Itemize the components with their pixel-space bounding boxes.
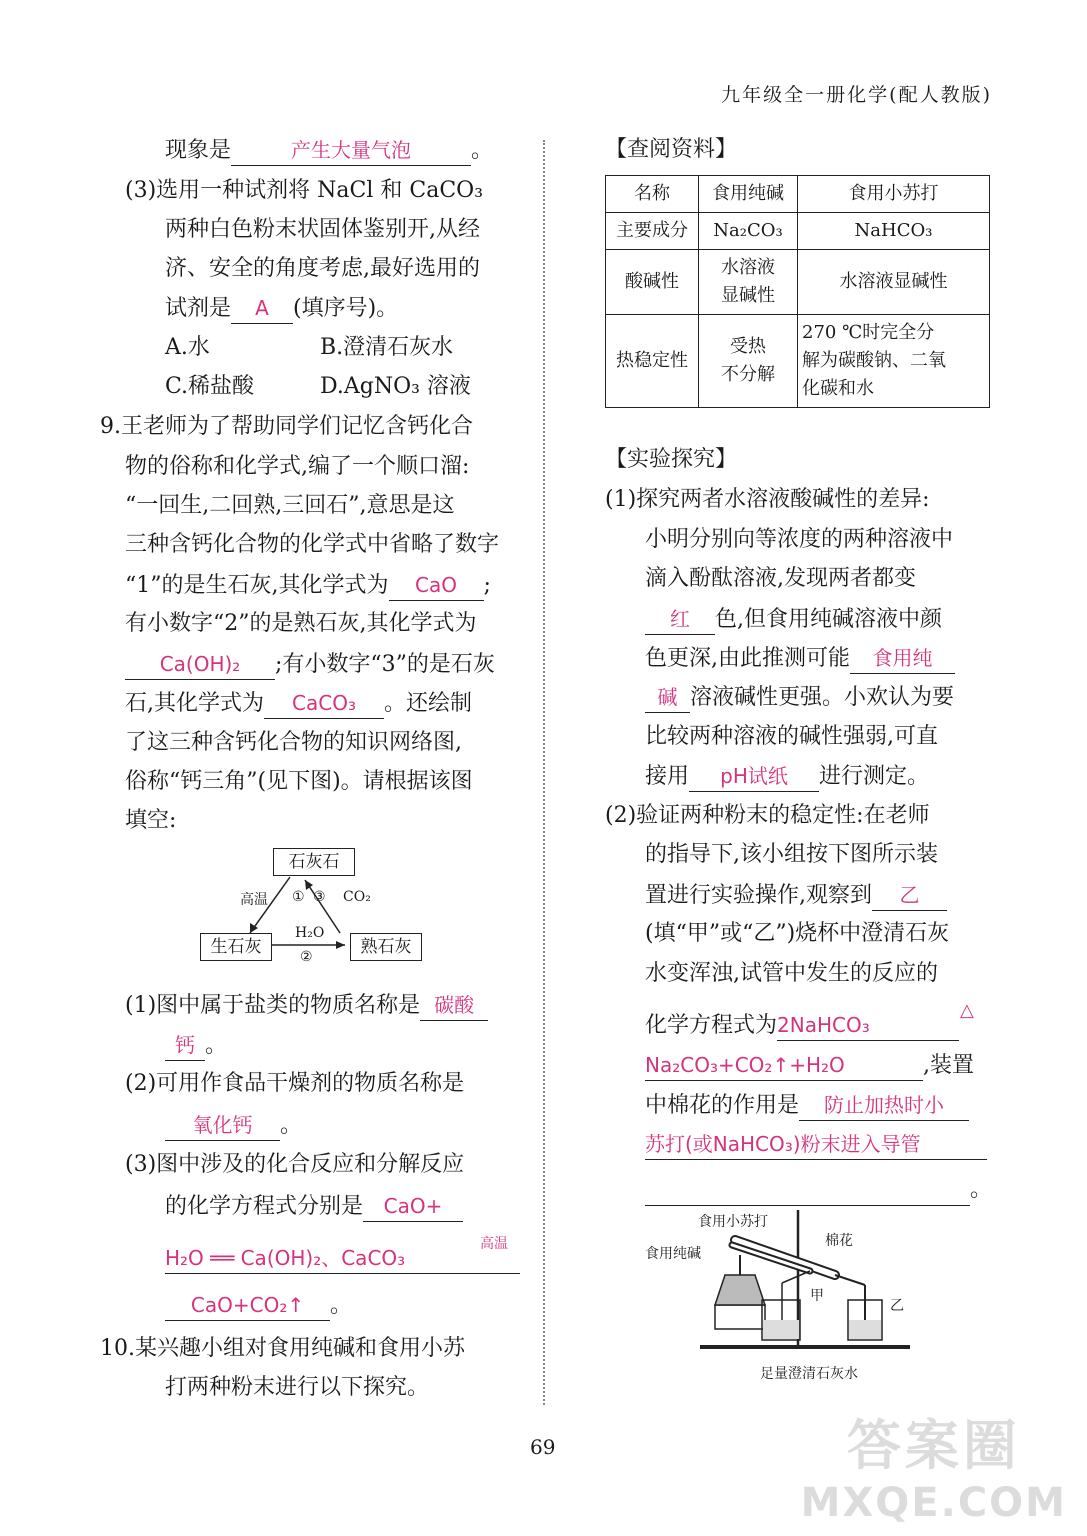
reference-table xyxy=(605,175,990,408)
exp2-line4: (填“甲”或“乙”)烧杯中澄清石灰 xyxy=(645,921,950,946)
table-row xyxy=(606,176,990,213)
section-experiment: 【实验探究】 xyxy=(605,447,738,472)
q9-line8 xyxy=(125,688,472,719)
exp1-line3: 滴入酚酞溶液,发现两者都变 xyxy=(645,566,916,591)
sub3-line1: (3)图中涉及的化合反应和分解反应 xyxy=(125,1152,465,1177)
answer-blank xyxy=(645,1175,970,1206)
table-cell: 主要成分 xyxy=(606,213,699,250)
exp1-line2: 小明分别向等浓度的两种溶液中 xyxy=(645,527,954,552)
answer-blank: Na₂CO₃+CO₂↑+H₂O xyxy=(645,1050,923,1081)
q8-phenomenon-line xyxy=(165,135,493,166)
q9-line6: 有小数字“2”的是熟石灰,其化学式为 xyxy=(125,611,477,636)
q3-line1: (3)选用一种试剂将 NaCl 和 CaCO₃ xyxy=(125,178,484,203)
node-quicklime: 生石灰 xyxy=(200,933,272,961)
label-beaker-yi: 乙 xyxy=(890,1298,904,1314)
text: 接用 xyxy=(645,764,690,789)
table-row xyxy=(606,250,990,315)
label-circle-2: ② xyxy=(300,949,313,965)
q9-line3: “一回生,二回熟,三回石”,意思是这 xyxy=(125,493,455,518)
text: (填序号)。 xyxy=(293,296,399,321)
q3-line3: 济、安全的角度考虑,最好选用的 xyxy=(165,256,480,281)
answer-blank: 产生大量气泡 xyxy=(231,135,471,166)
text: 的化学方程式分别是 xyxy=(165,1194,364,1219)
table-cell: 食用小苏打 xyxy=(798,176,990,213)
exp2-line10 xyxy=(645,1175,992,1206)
q9-line9: 了这三种含钙化合物的知识网络图, xyxy=(125,730,462,755)
exp2-line8 xyxy=(645,1090,969,1121)
table-cell: 水溶液 显碱性 xyxy=(699,250,798,315)
sub2-line2 xyxy=(165,1110,302,1141)
text: 。还绘制 xyxy=(384,691,473,716)
answer-blank: pH试纸 xyxy=(689,761,819,792)
exp2-line3 xyxy=(645,880,947,911)
column-divider xyxy=(543,140,545,1405)
table-row xyxy=(606,213,990,250)
label-limewater: 足量澄清石灰水 xyxy=(760,1366,858,1382)
exp2-line6 xyxy=(645,1010,959,1041)
watermark-logo-text: 答案圈 xyxy=(846,1414,1021,1477)
text: “1”的是生石灰,其化学式为 xyxy=(125,573,389,598)
answer-blank: 红 xyxy=(645,604,715,635)
table-cell: 酸碱性 xyxy=(606,250,699,315)
answer-blank: CaCO₃ xyxy=(264,688,384,719)
sub3-line3 xyxy=(165,1243,520,1274)
sub1-line2 xyxy=(165,1030,227,1061)
text: 进行测定。 xyxy=(819,764,930,789)
option-c: C.稀盐酸 xyxy=(165,374,255,399)
table-cell: Na₂CO₃ xyxy=(699,213,798,250)
watermark-url: MXQE.COM xyxy=(800,1480,1067,1526)
q9-line2: 物的俗称和化学式,编了一个顺口溜: xyxy=(125,454,470,479)
calcium-triangle-diagram xyxy=(195,845,435,970)
label-circle-1: ① xyxy=(292,889,305,905)
q10-line1: 10.某兴趣小组对食用纯碱和食用小苏 xyxy=(100,1336,465,1361)
exp1-line4 xyxy=(645,604,942,635)
table-row xyxy=(606,315,990,408)
answer-blank: CaO+ xyxy=(363,1191,463,1222)
exp1-line8 xyxy=(645,761,929,792)
table-cell: 270 ℃时完全分 解为碳酸钠、二氧 化碳和水 xyxy=(798,315,990,408)
watermark xyxy=(801,1403,1067,1526)
section-reference-info: 【查阅资料】 xyxy=(605,137,738,162)
option-a: A.水 xyxy=(165,335,210,360)
exp2-line5: 水变浑浊,试管中发生的反应的 xyxy=(645,961,938,986)
text: 。 xyxy=(330,1293,353,1318)
text: 。 xyxy=(970,1177,993,1202)
answer-blank: A xyxy=(231,293,293,324)
q3-line4 xyxy=(165,293,398,324)
exp1-line5 xyxy=(645,643,955,674)
text: 。 xyxy=(280,1113,303,1138)
answer-blank: 钙 xyxy=(165,1030,205,1061)
condition-heat: △ xyxy=(960,1000,974,1021)
text: (1)图中属于盐类的物质名称是 xyxy=(125,993,421,1018)
page-number: 69 xyxy=(530,1435,556,1459)
sub3-line2 xyxy=(165,1191,463,1222)
answer-blank: Ca(OH)₂ xyxy=(125,649,275,680)
exp1-line1: (1)探究两者水溶液酸碱性的差异: xyxy=(605,487,930,512)
q9-line11: 填空: xyxy=(125,808,177,833)
exp2-line2: 的指导下,该小组按下图所示装 xyxy=(645,842,938,867)
answer-blank: 氧化钙 xyxy=(165,1110,280,1141)
exp1-line6 xyxy=(645,682,954,713)
answer-blank: H₂O ══ Ca(OH)₂、CaCO₃ xyxy=(165,1243,520,1274)
text: 中棉花的作用是 xyxy=(645,1093,800,1118)
option-b: B.澄清石灰水 xyxy=(320,335,454,360)
exp2-line9 xyxy=(645,1129,987,1160)
answer-blank: 碳酸 xyxy=(420,990,488,1021)
answer-blank: 食用纯 xyxy=(850,643,955,674)
table-cell: 食用纯碱 xyxy=(699,176,798,213)
table-cell: 水溶液显碱性 xyxy=(798,250,990,315)
text: 色更深,由此推测可能 xyxy=(645,646,850,671)
option-d: D.AgNO₃ 溶液 xyxy=(320,374,471,399)
text: ;有小数字“3”的是石灰 xyxy=(275,652,495,677)
text: 。 xyxy=(471,138,494,163)
answer-blank: 乙 xyxy=(872,880,947,911)
text: 现象是 xyxy=(165,138,232,163)
label-baking-soda: 食用小苏打 xyxy=(698,1214,768,1230)
text: 。 xyxy=(205,1033,228,1058)
q9-line10: 俗称“钙三角”(见下图)。请根据该图 xyxy=(125,769,473,794)
text: ,装置 xyxy=(923,1053,974,1078)
label-circle-3: ③ xyxy=(313,889,326,905)
label-high-temp: 高温 xyxy=(240,892,268,908)
q9-line5 xyxy=(125,570,491,601)
node-limestone: 石灰石 xyxy=(273,848,355,876)
text: 试剂是 xyxy=(165,296,232,321)
table-cell: NaHCO₃ xyxy=(798,213,990,250)
sub3-line4 xyxy=(165,1290,352,1321)
sub1-line1 xyxy=(125,990,488,1021)
text: 化学方程式为 xyxy=(645,1013,778,1038)
label-h2o: H₂O xyxy=(295,925,325,941)
q9-line7 xyxy=(125,649,495,680)
q9-line4: 三种含钙化合物的化学式中省略了数字 xyxy=(125,532,500,557)
table-cell: 热稳定性 xyxy=(606,315,699,408)
table-cell: 受热 不分解 xyxy=(699,315,798,408)
condition-high-temp: 高温 xyxy=(480,1236,508,1252)
answer-blank: 碱 xyxy=(645,682,690,713)
exp1-line7: 比较两种溶液的碱性强弱,可直 xyxy=(645,724,938,749)
apparatus-figure xyxy=(640,1205,940,1385)
q10-line2: 打两种粉末进行以下探究。 xyxy=(165,1375,430,1400)
table-cell: 名称 xyxy=(606,176,699,213)
label-co2: CO₂ xyxy=(343,889,371,905)
label-beaker-jia: 甲 xyxy=(810,1288,824,1304)
page-header: 九年级全一册化学(配人教版) xyxy=(721,84,992,106)
q3-line2: 两种白色粉末状固体鉴别开,从经 xyxy=(165,217,480,242)
text: 置进行实验操作,观察到 xyxy=(645,883,872,908)
label-soda-ash: 食用纯碱 xyxy=(645,1246,701,1262)
sub2-line1: (2)可用作食品干燥剂的物质名称是 xyxy=(125,1071,465,1096)
answer-blank: 苏打(或NaHCO₃)粉末进入导管 xyxy=(645,1129,987,1160)
text: 石,其化学式为 xyxy=(125,691,264,716)
node-slaked-lime: 熟石灰 xyxy=(350,933,422,961)
text: ; xyxy=(483,573,491,598)
answer-blank: 2NaHCO₃ xyxy=(777,1010,959,1041)
text: 色,但食用纯碱溶液中颜 xyxy=(715,607,942,632)
exp2-line1: (2)验证两种粉末的稳定性:在老师 xyxy=(605,803,930,828)
answer-blank: CaO+CO₂↑ xyxy=(165,1290,330,1321)
q9-line1: 9.王老师为了帮助同学们记忆含钙化合 xyxy=(100,414,473,439)
text: 溶液碱性更强。小欢认为要 xyxy=(690,685,955,710)
exp2-line7 xyxy=(645,1050,974,1081)
label-cotton: 棉花 xyxy=(825,1233,853,1249)
answer-blank: CaO xyxy=(389,570,484,601)
answer-blank: 防止加热时小 xyxy=(799,1090,969,1121)
